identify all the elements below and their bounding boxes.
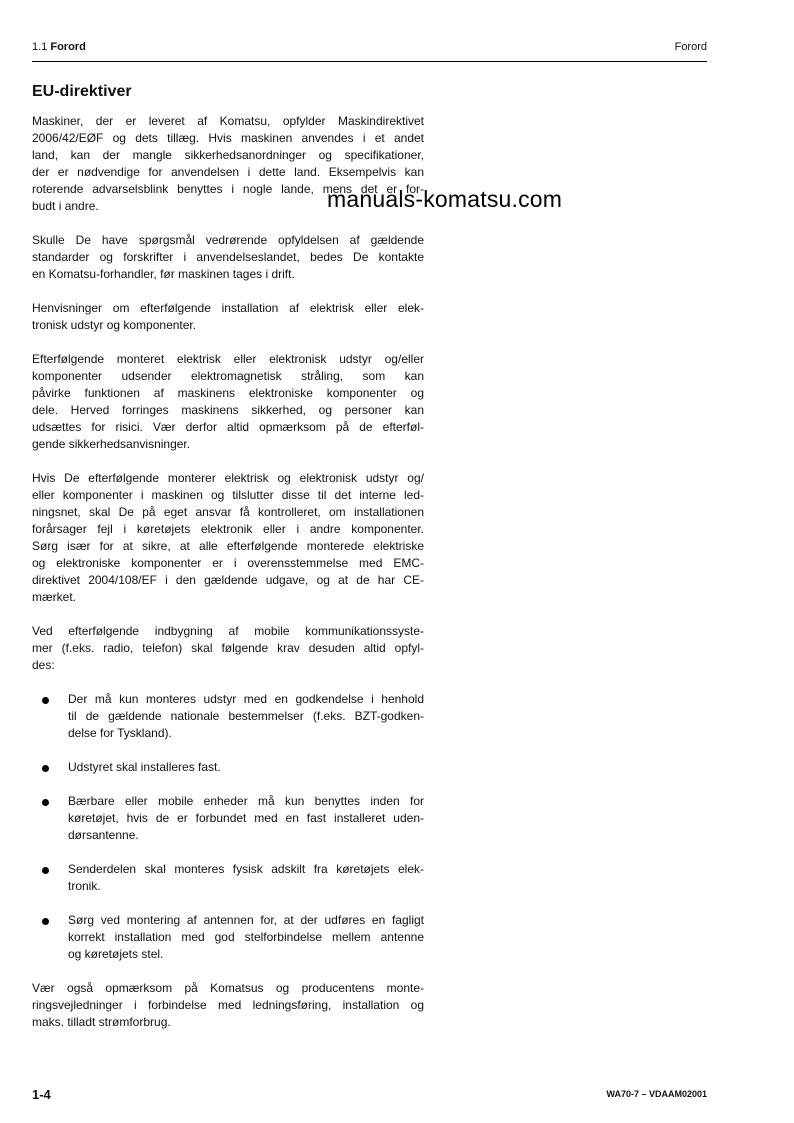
text-line: Vær også opmærksom på Komatsus og producentens monte- (32, 981, 424, 995)
paragraph (32, 470, 424, 606)
text-line: delse for Tyskland). (68, 726, 172, 740)
text-line: Der må kun monteres udstyr med en godkendelse i henhold (68, 692, 424, 706)
text-line: Udstyret skal installeres fast. (68, 760, 221, 774)
paragraph (32, 232, 424, 283)
page-number: 1-4 (32, 1087, 51, 1102)
text-line: Efterfølgende monteret elektrisk eller elektronisk udstyr og/eller (32, 352, 424, 366)
text-line: direktivet 2004/108/EF i den gældende udgave, og at de har CE- (32, 573, 424, 587)
bullet-icon (42, 799, 49, 806)
bullet-icon (42, 918, 49, 925)
text-line: korrekt installation med god stelforbindelse mellem antenne (68, 930, 424, 944)
text-line: forårsager fejl i køretøjets elektronik eller i andre komponenter. (32, 522, 424, 536)
page-title: EU-direktiver (32, 83, 132, 100)
text-line: eller komponenter i maskinen og tilslutter disse til det interne led- (32, 488, 424, 502)
watermark: manuals-komatsu.com (327, 186, 563, 212)
text-line: der er nødvendige for anvendelsen i dette land. Eksempelvis kan (32, 165, 424, 179)
text-line: des: (32, 658, 55, 672)
paragraph (32, 300, 424, 334)
bullet-icon (42, 867, 49, 874)
text-line: gende sikkerhedsanvisninger. (32, 437, 191, 451)
text-line: Bærbare eller mobile enheder må kun benyttes inden for (68, 794, 424, 808)
text-line: og elektroniske komponenter er i overensstemmelse med EMC- (32, 556, 424, 570)
text-line: tronik. (68, 879, 101, 893)
bullet-icon (42, 765, 49, 772)
text-line: en Komatsu-forhandler, før maskinen tages i drift. (32, 267, 295, 281)
paragraph (32, 351, 424, 453)
paragraph (32, 623, 424, 674)
text-line: udsættes for risici. Vær derfor altid opmærksom på de efterføl- (32, 420, 424, 434)
paragraph (32, 980, 424, 1031)
text-line: og køretøjets stel. (68, 947, 164, 961)
bullet-icon (42, 697, 49, 704)
text-line: Henvisninger om efterfølgende installation af elektrisk eller elek- (32, 301, 424, 315)
text-line: Maskiner, der er leveret af Komatsu, opfylder Maskindirektivet (32, 114, 424, 128)
text-line: påvirke funktionen af maskinens elektroniske komponenter og (32, 386, 424, 400)
text-line: komponenter udsender elektromagnetisk stråling, som kan (32, 369, 424, 383)
text-line: 2006/42/EØF og dets tillæg. Hvis maskinen anvendes i et andet (32, 131, 424, 145)
section-number: 1.1 (32, 41, 48, 53)
text-line: dele. Herved forringes maskinens sikkerhed, og personer kan (32, 403, 424, 417)
text-line: til de gældende nationale bestemmelser (f.eks. BZT-godken- (68, 709, 424, 723)
text-line: standarder og forskrifter i anvendelseslandet, bedes De kontakte (32, 250, 424, 264)
text-line: Ved efterfølgende indbygning af mobile kommunikationssyste- (32, 624, 424, 638)
document-id: WA70-7 – VDAAM02001 (606, 1089, 707, 1099)
body-column (32, 113, 424, 1048)
bullet-item (32, 691, 424, 742)
text-line: dørsantenne. (68, 828, 139, 842)
running-header-section (32, 41, 86, 53)
text-line: mer (f.eks. radio, telefon) skal følgende krav desuden altid opfyl- (32, 641, 424, 655)
text-line: land, kan der mangle sikkerhedsanordninger og specifikationer, (32, 148, 424, 162)
text-line: ningsnet, skal De på eget ansvar få kontrolleret, om installationen (32, 505, 424, 519)
running-header-right: Forord (674, 41, 707, 53)
bullet-item (32, 759, 424, 776)
section-title: Forord (50, 41, 86, 53)
text-line: Sørg især for at sikre, at alle efterfølgende monterede elektriske (32, 539, 424, 553)
text-line: Skulle De have spørgsmål vedrørende opfyldelsen af gældende (32, 233, 424, 247)
text-line: Senderdelen skal monteres fysisk adskilt fra køretøjets elek- (68, 862, 424, 876)
text-line: mærket. (32, 590, 77, 604)
bullet-item (32, 793, 424, 844)
header-rule (32, 61, 707, 62)
text-line: budt i andre. (32, 199, 99, 213)
text-line: tronisk udstyr og komponenter. (32, 318, 197, 332)
bullet-item (32, 861, 424, 895)
text-line: Hvis De efterfølgende monterer elektrisk og elektronisk udstyr og/ (32, 471, 424, 485)
text-line: Sørg ved montering af antennen for, at der udføres en fagligt (68, 913, 424, 927)
text-line: ringsvejledninger i forbindelse med ledningsføring, installation og (32, 998, 424, 1012)
text-line: roterende advarselsblink benyttes i nogle lande, mens det er for- (32, 182, 424, 196)
bullet-item (32, 912, 424, 963)
text-line: maks. tilladt strømforbrug. (32, 1015, 171, 1029)
text-line: køretøjet, hvis de er forbundet med en fast installeret uden- (68, 811, 424, 825)
